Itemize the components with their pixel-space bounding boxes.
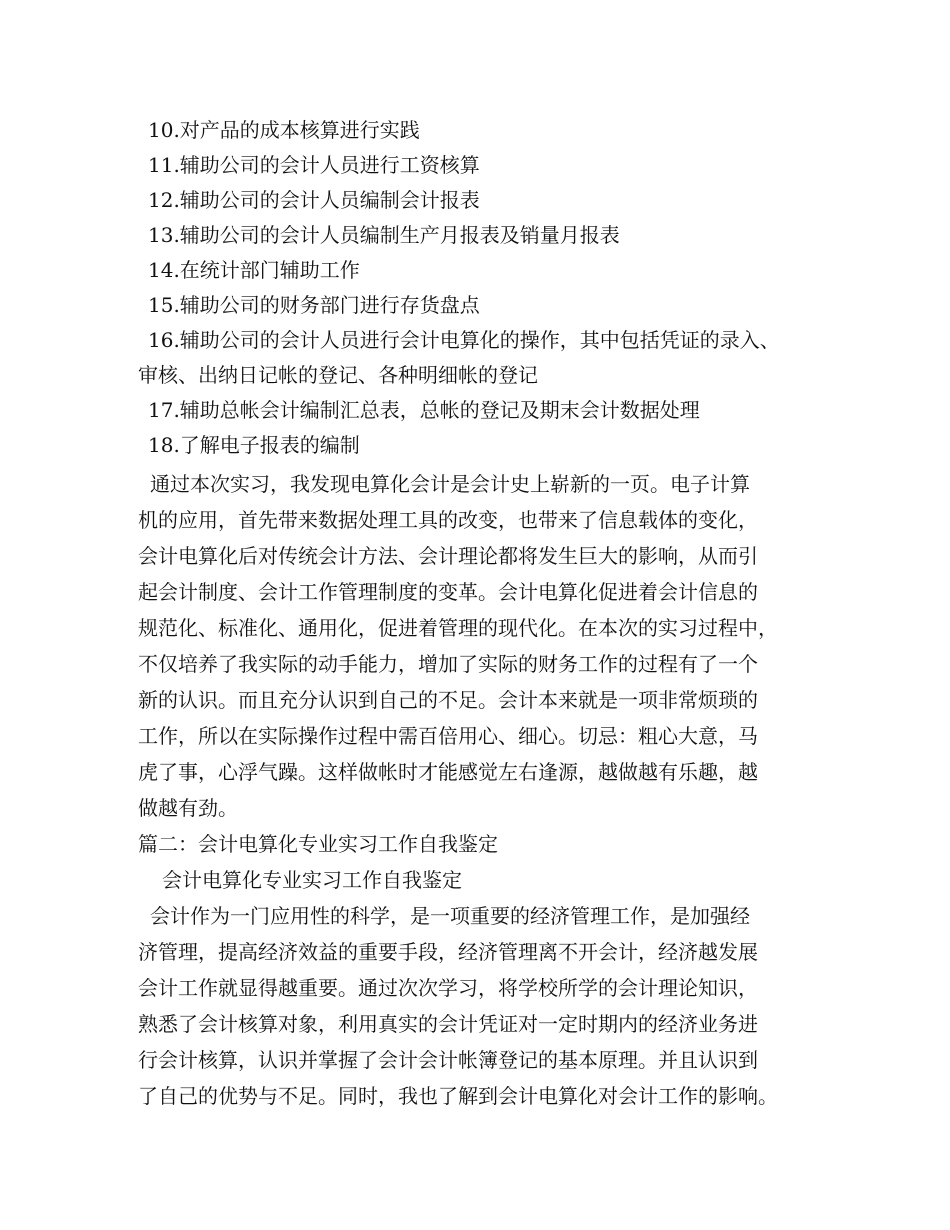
paragraph-line: 起会计制度、会计工作管理制度的变革。会计电算化促进着会计信息的 <box>138 580 758 604</box>
paragraph-line: 不仅培养了我实际的动手能力，增加了实际的财务工作的过程有了一个 <box>138 652 758 676</box>
paragraph-line: 新的认识。而且充分认识到自己的不足。会计本来就是一项非常烦琐的 <box>138 688 758 712</box>
paragraph-line: 虎了事，心浮气躁。这样做帐时才能感觉左右逢源，越做越有乐趣，越 <box>138 760 758 784</box>
list-item: 14.在统计部门辅助工作 <box>148 258 360 282</box>
paragraph-line: 熟悉了会计核算对象，利用真实的会计凭证对一定时期内的经济业务进 <box>138 1012 758 1036</box>
paragraph-line: 会计工作就显得越重要。通过次次学习，将学校所学的会计理论知识， <box>138 976 758 1000</box>
section-heading: 篇二：会计电算化专业实习工作自我鉴定 <box>138 832 498 856</box>
list-item: 11.辅助公司的会计人员进行工资核算 <box>148 153 480 177</box>
paragraph-line: 通过本次实习，我发现电算化会计是会计史上崭新的一页。电子计算 <box>150 472 750 496</box>
section-subheading: 会计电算化专业实习工作自我鉴定 <box>162 868 462 892</box>
paragraph-line: 行会计核算，认识并掌握了会计会计帐簿登记的基本原理。并且认识到 <box>138 1048 758 1072</box>
list-item: 13.辅助公司的会计人员编制生产月报表及销量月报表 <box>148 223 620 247</box>
list-item: 15.辅助公司的财务部门进行存货盘点 <box>148 293 480 317</box>
list-item-line: 16.辅助公司的会计人员进行会计电算化的操作，其中包括凭证的录入、 <box>148 328 780 352</box>
paragraph-line: 会计作为一门应用性的科学，是一项重要的经济管理工作，是加强经 <box>150 904 750 928</box>
list-item-line: 审核、出纳日记帐的登记、各种明细帐的登记 <box>138 363 538 387</box>
section-paragraph <box>138 898 828 1114</box>
list-item: 18.了解电子报表的编制 <box>148 433 360 457</box>
list-item: 17.辅助总帐会计编制汇总表，总帐的登记及期末会计数据处理 <box>148 398 700 422</box>
list-item: 12.辅助公司的会计人员编制会计报表 <box>148 188 480 212</box>
task-list <box>138 113 828 463</box>
paragraph-line: 了自己的优势与不足。同时，我也了解到会计电算化对会计工作的影响。 <box>138 1084 778 1108</box>
paragraph-line: 会计电算化后对传统会计方法、会计理论都将发生巨大的影响，从而引 <box>138 544 758 568</box>
list-item <box>138 323 828 393</box>
paragraph-line: 做越有劲。 <box>138 796 238 820</box>
list-item: 10.对产品的成本核算进行实践 <box>148 118 420 142</box>
paragraph-line: 规范化、标准化、通用化，促进着管理的现代化。在本次的实习过程中， <box>138 616 778 640</box>
paragraph-line: 机的应用，首先带来数据处理工具的改变，也带来了信息载体的变化， <box>138 508 758 532</box>
document-page <box>138 113 828 1114</box>
paragraph-line: 济管理，提高经济效益的重要手段，经济管理离不开会计，经济越发展 <box>138 940 758 964</box>
paragraph-line: 工作，所以在实际操作过程中需百倍用心、细心。切忌：粗心大意，马 <box>138 724 758 748</box>
summary-paragraph <box>138 466 828 826</box>
